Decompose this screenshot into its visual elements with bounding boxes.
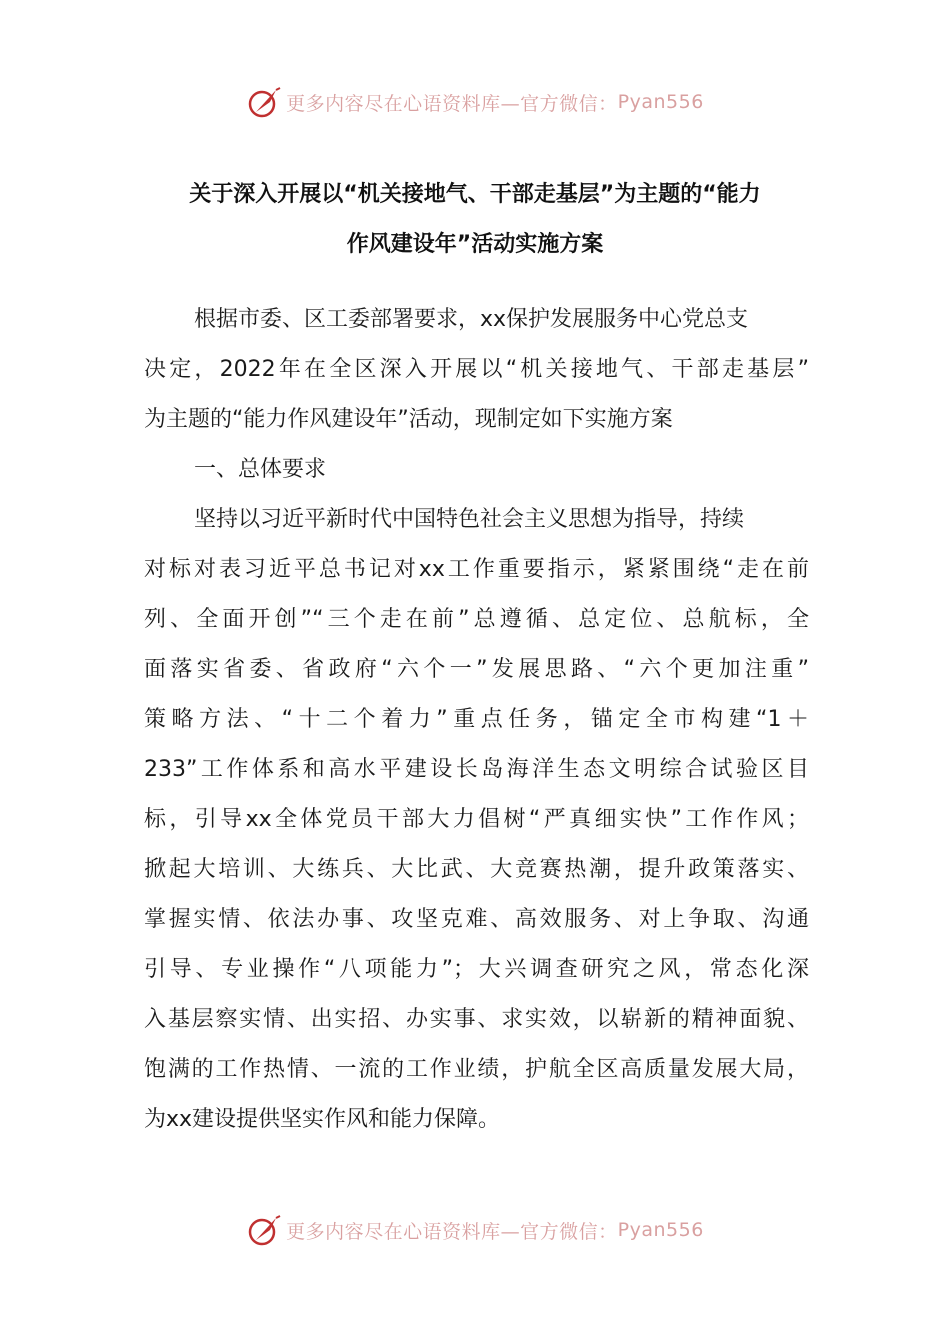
body-line: 列、全面开创”“三个走在前”总遵循、总定位、总航标，全 (144, 607, 809, 632)
quill-logo-icon (246, 84, 282, 120)
document-title-line-1: 关于深入开展以“机关接地气、干部走基层”为主题的“能力 (189, 182, 761, 207)
body-line: 面落实省委、省政府“六个一”发展思路、“六个更加注重” (144, 657, 809, 682)
watermark-header (0, 82, 950, 122)
body-line: 策略方法、“十二个着力”重点任务，锚定全市构建“1＋ (144, 707, 809, 732)
body-line: 掀起大培训、大练兵、大比武、大竞赛热潮，提升政策落实、 (144, 857, 809, 882)
body-line: 掌握实情、依法办事、攻坚克难、高效服务、对上争取、沟通 (144, 907, 809, 932)
quill-logo-icon (246, 1212, 282, 1248)
body-line: 为主题的“能力作风建设年”活动，现制定如下实施方案 (144, 407, 673, 432)
body-line: 决定，2022年在全区深入开展以“机关接地气、干部走基层” (144, 357, 809, 382)
section-heading: 一、总体要求 (194, 457, 327, 482)
watermark-footer (0, 1210, 950, 1250)
body-line: 233”工作体系和高水平建设长岛海洋生态文明综合试验区目 (144, 757, 809, 782)
body-line: 入基层察实情、出实招、办实事、求实效，以崭新的精神面貌、 (144, 1007, 809, 1032)
watermark-wechat-id: Pyan556 (617, 1219, 704, 1241)
document-title-line-2: 作风建设年”活动实施方案 (346, 232, 604, 257)
watermark-text: 更多内容尽在心语资料库—官方微信： (286, 92, 618, 115)
body-line: 坚持以习近平新时代中国特色社会主义思想为指导，持续 (194, 507, 745, 532)
body-line: 根据市委、区工委部署要求，xx保护发展服务中心党总支 (194, 307, 749, 332)
body-line: 引导、专业操作“八项能力”；大兴调查研究之风，常态化深 (144, 957, 809, 982)
watermark-text: 更多内容尽在心语资料库—官方微信： (286, 1220, 618, 1243)
body-line: 对标对表习近平总书记对xx工作重要指示，紧紧围绕“走在前 (144, 557, 809, 582)
watermark-wechat-id: Pyan556 (617, 91, 704, 113)
body-line: 为xx建设提供坚实作风和能力保障。 (144, 1107, 501, 1132)
body-line: 饱满的工作热情、一流的工作业绩，护航全区高质量发展大局， (144, 1057, 809, 1082)
body-line: 标，引导xx全体党员干部大力倡树“严真细实快”工作作风； (144, 807, 809, 832)
